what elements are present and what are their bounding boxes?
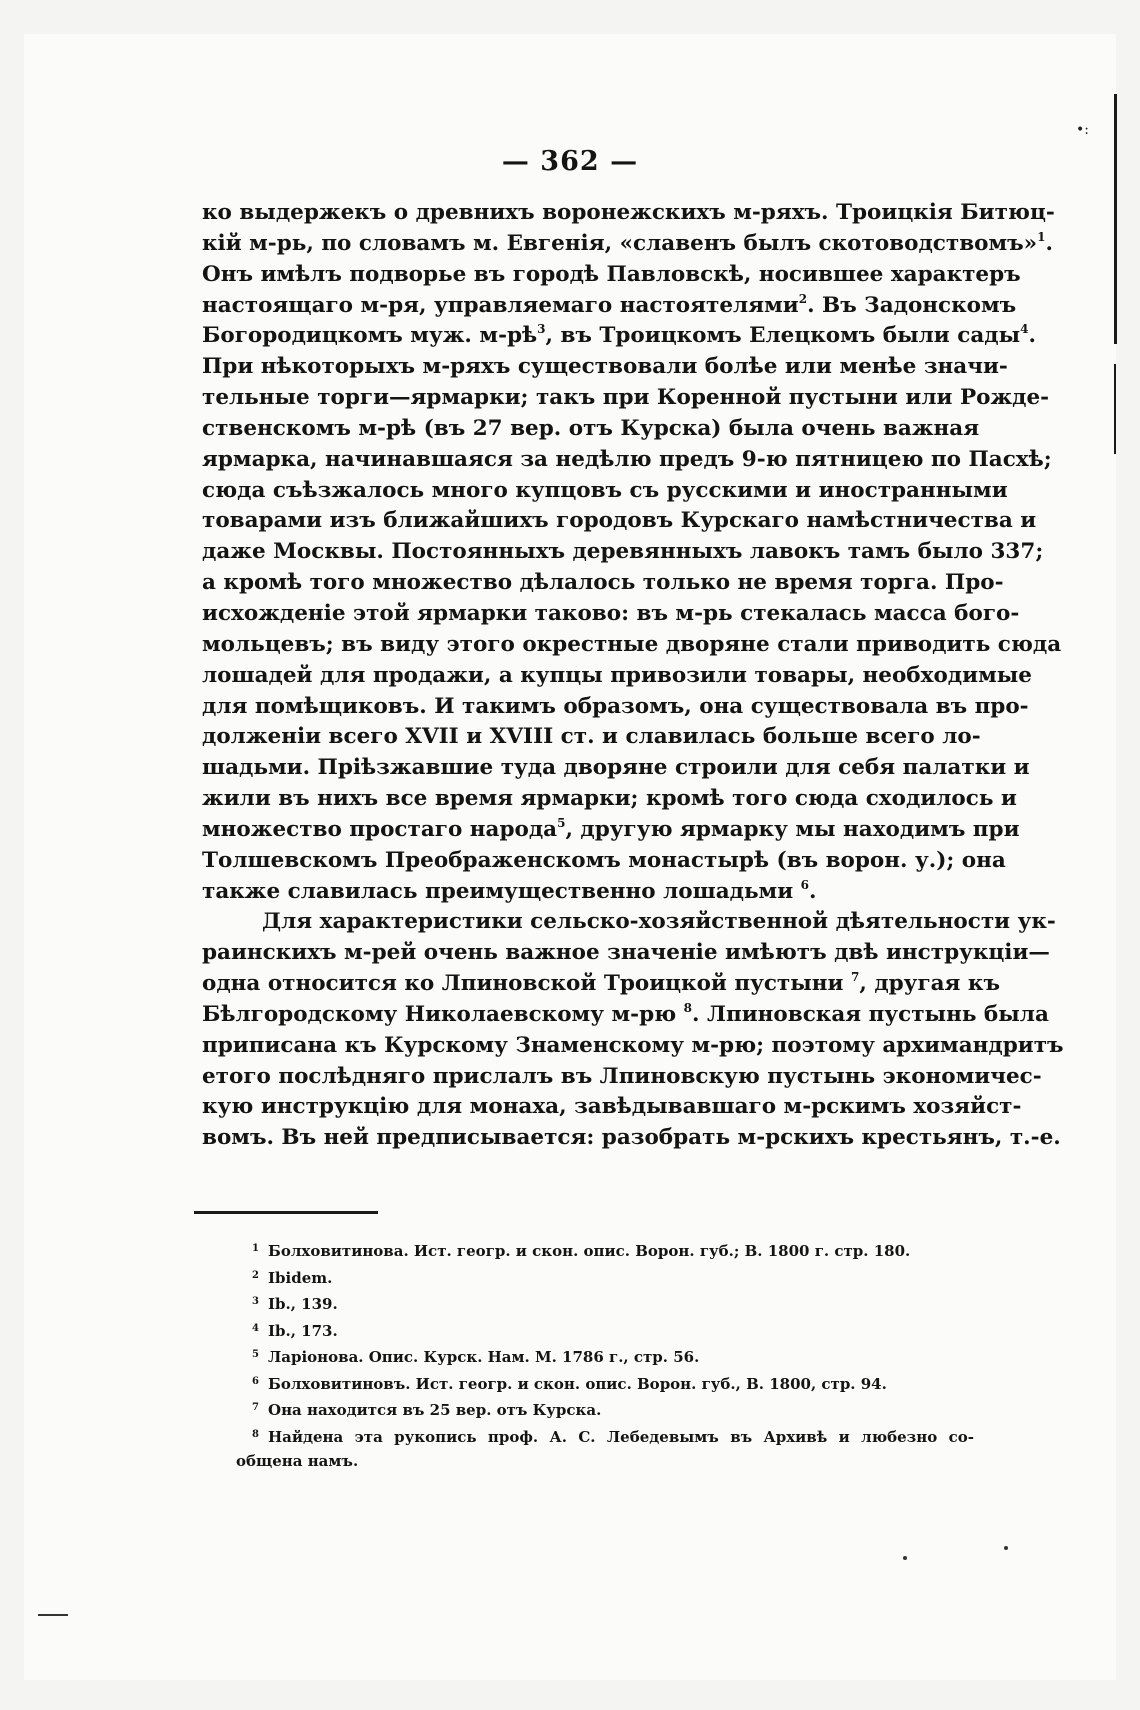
text-line: приписана къ Курскому Знаменскому м-рю; поэтому архимандритъ (202, 1032, 1064, 1058)
text-line: одна относится ко Лпиновской Троицкой пустыни $^7$, другая къ (202, 970, 1000, 997)
text-line: Онъ имѣлъ подворье въ городѣ Павловскѣ, носившее характеръ (202, 261, 1021, 287)
text-line: жили въ нихъ все время ярмарки; кромѣ того сюда сходилось и (202, 786, 1017, 812)
footnote-ref: 1 (1037, 229, 1046, 244)
text-line: ярмарка, начинавшаяся за недѣлю предъ 9-ю пятницею по Пасхѣ; (202, 446, 1052, 472)
text-line: При нѣкоторыхъ м-ряхъ существовали болѣе или менѣе значи- (202, 354, 1008, 380)
text-line: Бѣлгородскому Николаевскому м-рю $^8$. Лпиновская пустынь была (202, 1000, 1049, 1027)
text-line: вомъ. Въ ней предписывается: разобрать м-рскихъ крестьянъ, т.-е. (202, 1125, 1061, 1151)
text-line: Богородицкомъ муж. $м-рѣ^3$, въ Троицкомъ Елецкомъ были сады$^4$. (202, 322, 1037, 349)
scan-mark (38, 1614, 68, 1616)
text-line: настоящаго м-ря, управляемаго настоятелями$^2$. Въ Задонскомъ (202, 291, 1017, 318)
scan-speck (1004, 1546, 1008, 1550)
footnote: 4 Ib., 173. (252, 1321, 338, 1340)
text-line: тельные торги—ярмарки; такъ при Коренной пустыни или Рожде- (202, 385, 1050, 411)
text-line: мольцевъ; въ виду этого окрестные дворяне стали приводить сюда (202, 631, 1062, 657)
text-line: товарами изъ ближайшихъ городовъ Курскаго намѣстничества и (202, 508, 1037, 534)
footnote-ref: 7 (850, 970, 860, 985)
footnote-continuation: общена намъ. (236, 1452, 359, 1470)
text-line: а кромѣ того множество дѣлалось только не время торга. Про- (202, 570, 1004, 596)
text-line: кую инструкцію для монаха, завѣдывавшаго м-рскимъ хозяйст- (202, 1094, 1022, 1120)
margin-mark: •: (1076, 122, 1089, 138)
scan-speck (903, 1556, 907, 1560)
text-line: ко выдержекъ о древнихъ воронежскихъ м-ряхъ. Троицкія Битюц- (202, 200, 1055, 225)
text-line: шадьми. Пріѣзжавшие туда дворяне строили для себя палатки и (202, 755, 1030, 781)
footnote: 3 Ib., 139. (252, 1295, 338, 1313)
text-line: етого послѣдняго прислалъ въ Лпиновскую пустынь экономичес- (202, 1063, 1042, 1089)
footnote: 8 Найдена эта рукопись проф. А. С. Лебедевымъ въ Архивѣ и любезно со- (252, 1427, 974, 1446)
footnote-ref: 6 (800, 877, 810, 892)
text-line: раинскихъ м-рей очень важное значеніе имѣютъ двѣ инструкціи— (202, 940, 1050, 966)
text-line: сюда съѣзжалось много купцовъ съ русскими и иностранными (202, 477, 1008, 503)
footnote: 5 Ларіонова. Опис. Курск. Нам. М. 1786 г., стр. 56. (252, 1348, 700, 1366)
text-line: также славилась преимущественно лошадьми $^6$. (202, 877, 817, 904)
page-number: — 362 — (501, 146, 639, 177)
footnote: 2 Ibidem. (252, 1268, 333, 1287)
footnote: 6 Болховитиновъ. Ист. геогр. и скон. опис. Ворон. губ., В. 1800, стр. 94. (252, 1374, 887, 1393)
text-line: долженіи всего XVII и XVIII ст. и славилась больше всего ло- (202, 724, 981, 750)
footnote: 7 Она находится въ 25 вер. отъ Курска. (252, 1401, 602, 1419)
text-line: лошадей для продажи, а купцы привозили товары, необходимые (202, 662, 1032, 688)
binding-edge-line (1114, 94, 1117, 344)
text-line: множество простаго народа$^5$, другую ярмарку мы находимъ при (202, 815, 1020, 842)
text-line: кій м-рь, по словамъ м. Евгенія, «славенъ былъ скотоводствомъ»$^1$. (202, 229, 1053, 256)
footnote-ref: 2 (798, 291, 808, 306)
footnote-separator (194, 1211, 378, 1214)
main-text (202, 198, 1064, 1154)
text-line: исхожденіе этой ярмарки таково: въ м-рь стекалась масса бого- (202, 600, 1020, 626)
text-line: Толшевскомъ Преображенскомъ монастырѣ (въ ворон. у.); она (202, 847, 1006, 873)
footnotes (236, 1236, 974, 1475)
text-line: Для характеристики сельско-хозяйственной дѣятельности ук- (262, 909, 1056, 935)
footnote-ref: 5 (557, 815, 566, 830)
text-line: ственскомъ м-рѣ (въ 27 вер. отъ Курска) была очень важная (202, 415, 980, 441)
footnote: 1 Болховитинова. Ист. геогр. и скон. опис. Ворон. губ.; В. 1800 г. стр. 180. (252, 1242, 911, 1260)
footnote-ref: 8 (683, 1000, 693, 1015)
text-line: даже Москвы. Постоянныхъ деревянныхъ лавокъ тамъ было 337; (202, 539, 1044, 565)
text-line: для помѣщиковъ. И такимъ образомъ, она существовала въ про- (202, 693, 1029, 719)
footnote-ref: 4 (1020, 322, 1029, 337)
binding-edge-line (1114, 364, 1116, 454)
footnote-ref: 3 (537, 322, 546, 337)
